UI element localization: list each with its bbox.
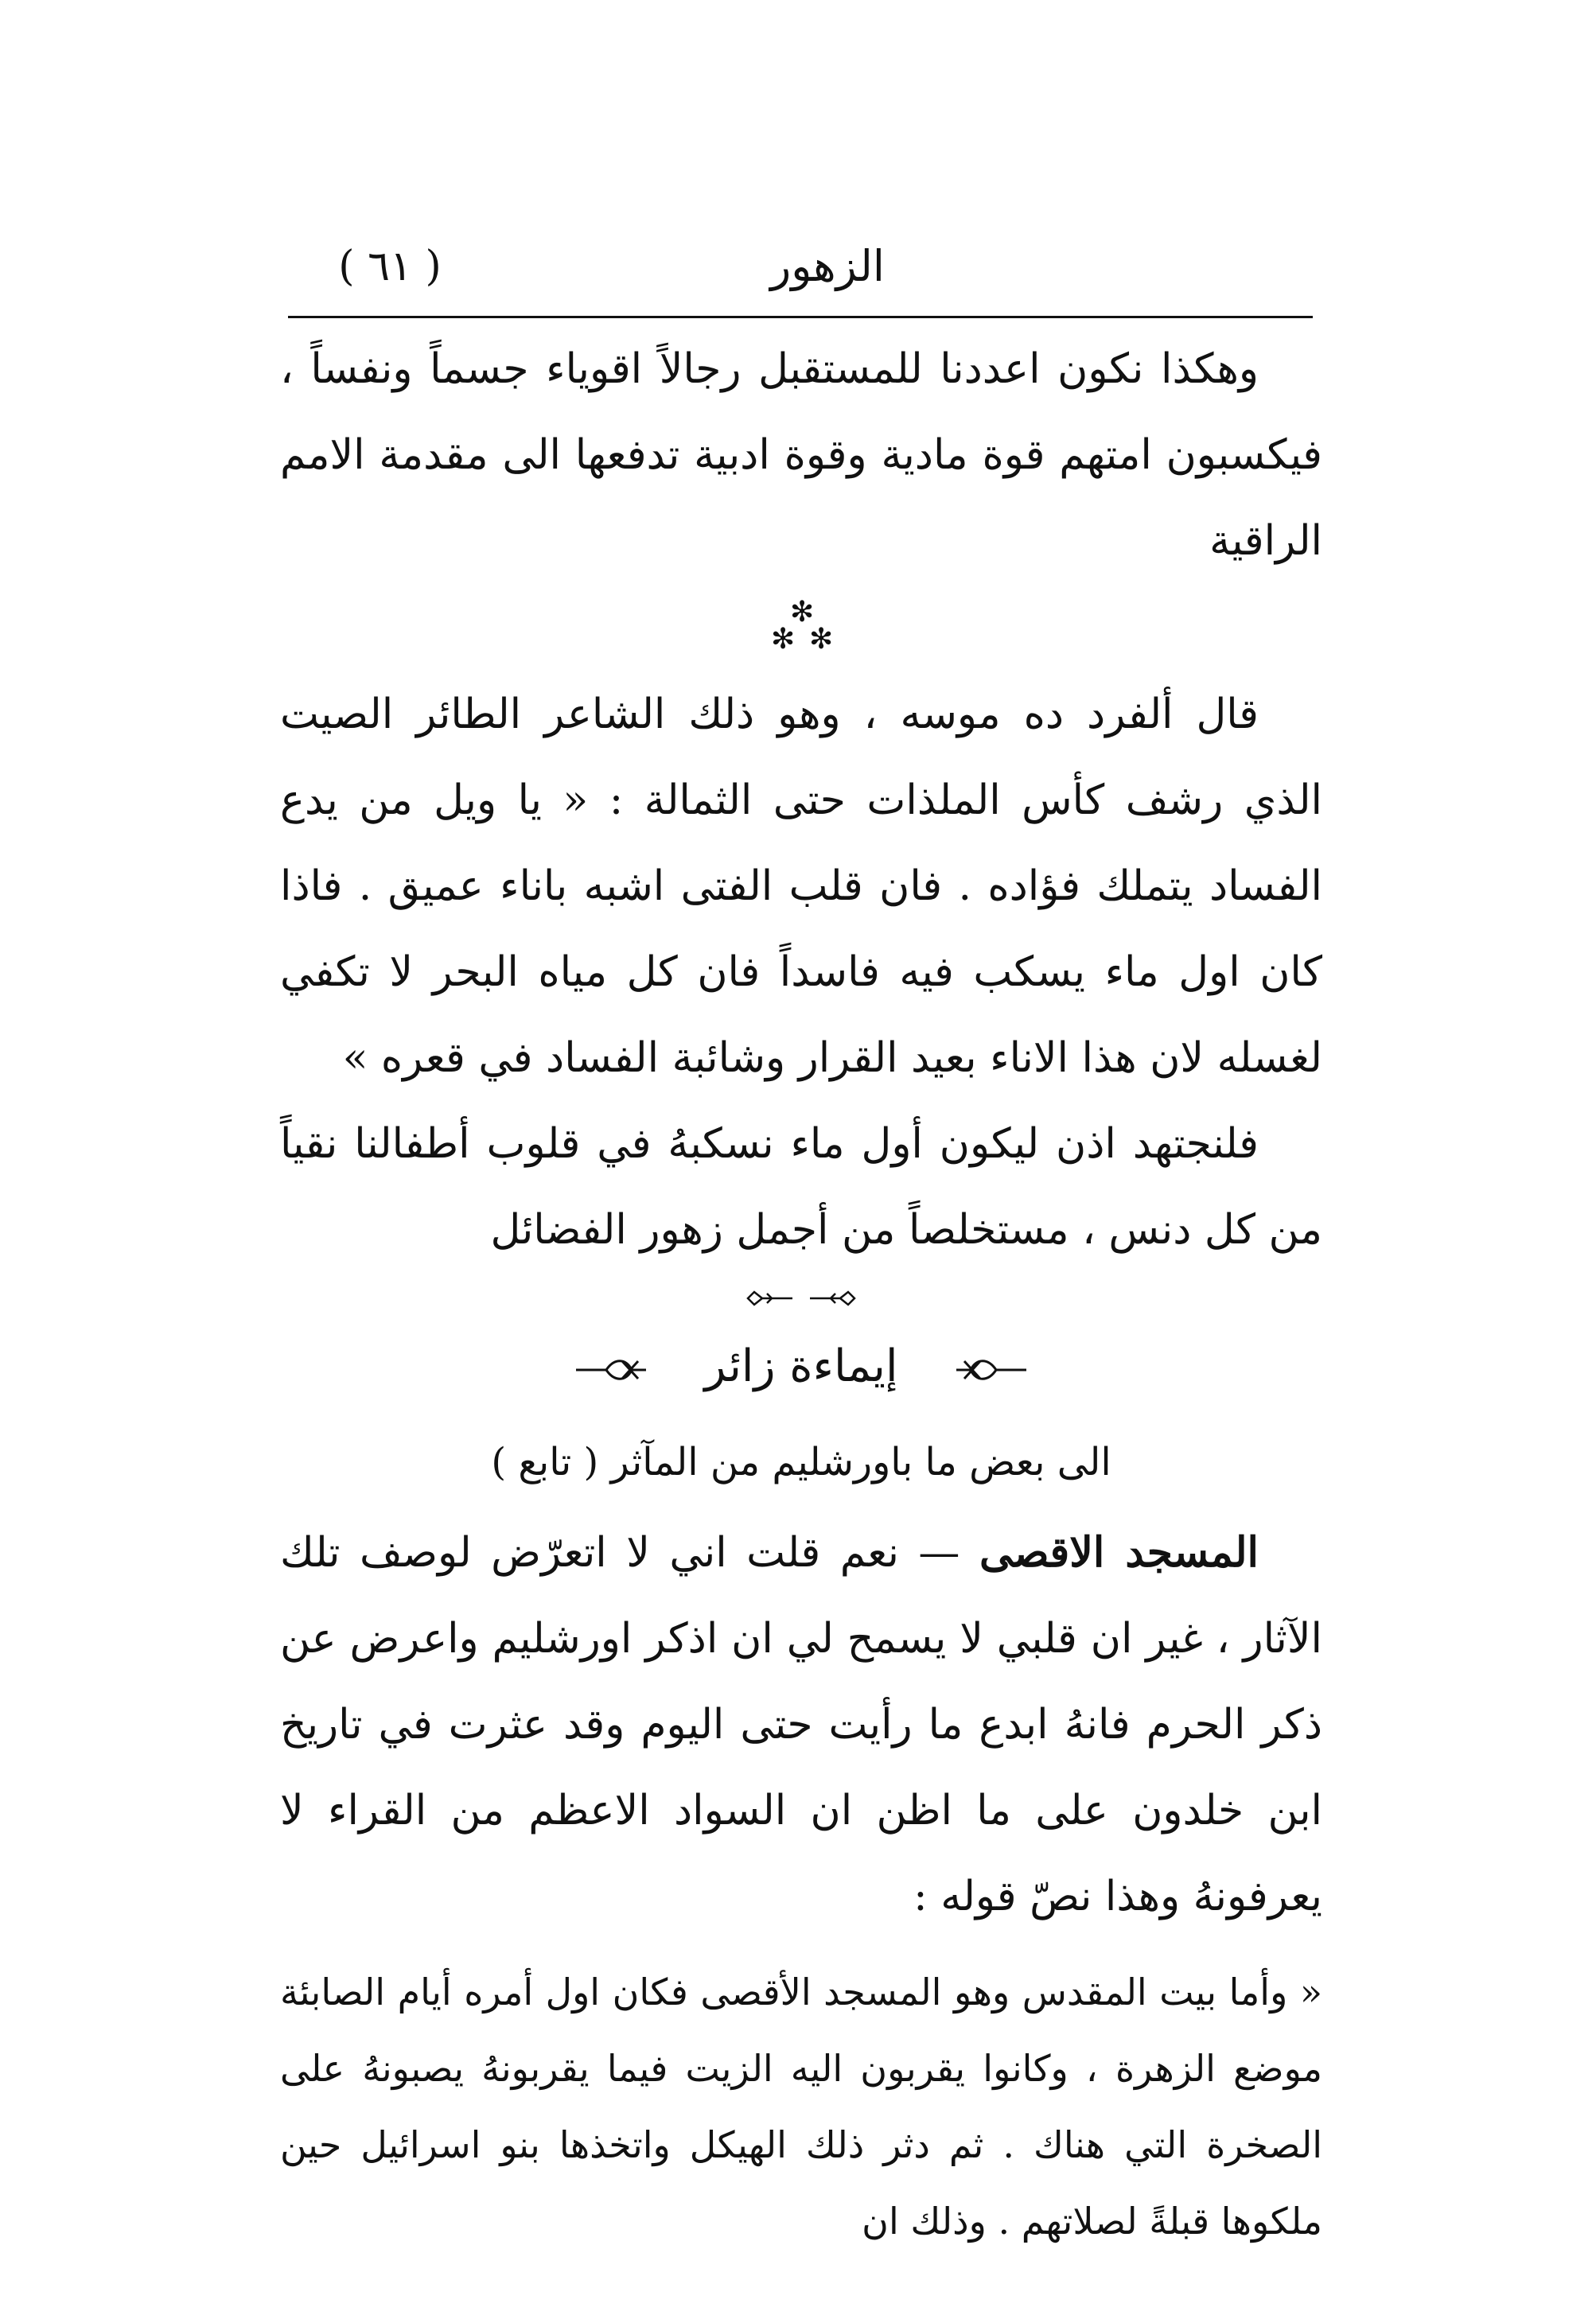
header-rule bbox=[288, 316, 1313, 318]
section-subtitle: الى بعض ما باورشليم من المآثر ( تابع ) bbox=[491, 1440, 1111, 1484]
star-icon: ✻ bbox=[790, 596, 815, 628]
section-title-block bbox=[280, 1319, 1322, 1414]
paragraph-4-text: — نعم قلت اني لا اتعرّض لوصف تلك الآثار ، غير ان قلبي لا يسمح لي ان اذكر اورشليم واعرض عن ذكر الحرم فانهُ ابدع ما رأيت حتى اليوم وقد عثرت في تاريخ ابن خلدون على ما اظن ان السواد الاعظم من القراء لا يعرفونهُ وهذا نصّ قوله : bbox=[280, 1529, 1322, 1920]
paragraph-2: قال ألفرد ده موسه ، وهو ذلك الشاعر الطائر الصيت الذي رشف كأس الملذات حتى الثمالة : « يا ويل من يدع الفساد يتملك فؤاده . فان قلب الفتى اشبه باناء عميق . فاذا كان اول ماء يسكب فيه فاسداً فان كل مياه البحر لا تكفي لغسله لان هذا الاناء بعيد القرار وشائبة الفساد في قعره » bbox=[280, 691, 1322, 1082]
paragraph-4 bbox=[280, 1510, 1322, 1940]
fleuron-right-icon bbox=[932, 1350, 1028, 1390]
ornament-left-icon bbox=[808, 1289, 856, 1308]
ornament-right-icon bbox=[746, 1289, 794, 1308]
quotation-text: « وأما بيت المقدس وهو المسجد الأقصى فكان اول أمره أيام الصابئة موضع الزهرة ، وكانوا يقربون اليه الزيت فيما يقربونهُ يصبونهُ على الصخرة التي هناك . ثم دثر ذلك الهيكل واتخذها بنو اسرائيل حين ملكوها قبلةً لصلاتهم . وذلك ان bbox=[280, 1971, 1322, 2243]
asterism-separator bbox=[753, 584, 849, 671]
page-number: ( ٦١ ) bbox=[338, 243, 442, 290]
page-body bbox=[280, 326, 1322, 2259]
running-title: الزهور bbox=[770, 241, 885, 291]
ornament-divider bbox=[280, 1278, 1322, 1319]
paragraph-1: وهكذا نكون اعددنا للمستقبل رجالاً اقوياء جسماً ونفساً ، فيكسبون امتهم قوة مادية وقوة ادبية تدفعها الى مقدمة الامم الراقية bbox=[280, 345, 1322, 565]
star-icon: ✻ bbox=[771, 623, 796, 656]
quotation-block bbox=[280, 1954, 1322, 2259]
section-title: إيماءة زائر bbox=[704, 1340, 898, 1392]
lead-term: المسجد الاقصى bbox=[979, 1528, 1259, 1577]
fleuron-left-icon bbox=[574, 1350, 670, 1390]
star-icon: ✻ bbox=[809, 623, 834, 656]
paragraph-3: فلنجتهد اذن ليكون أول ماء نسكبهُ في قلوب أطفالنا نقياً من كل دنس ، مستخلصاً من أجمل زهور الفضائل bbox=[280, 1120, 1322, 1254]
